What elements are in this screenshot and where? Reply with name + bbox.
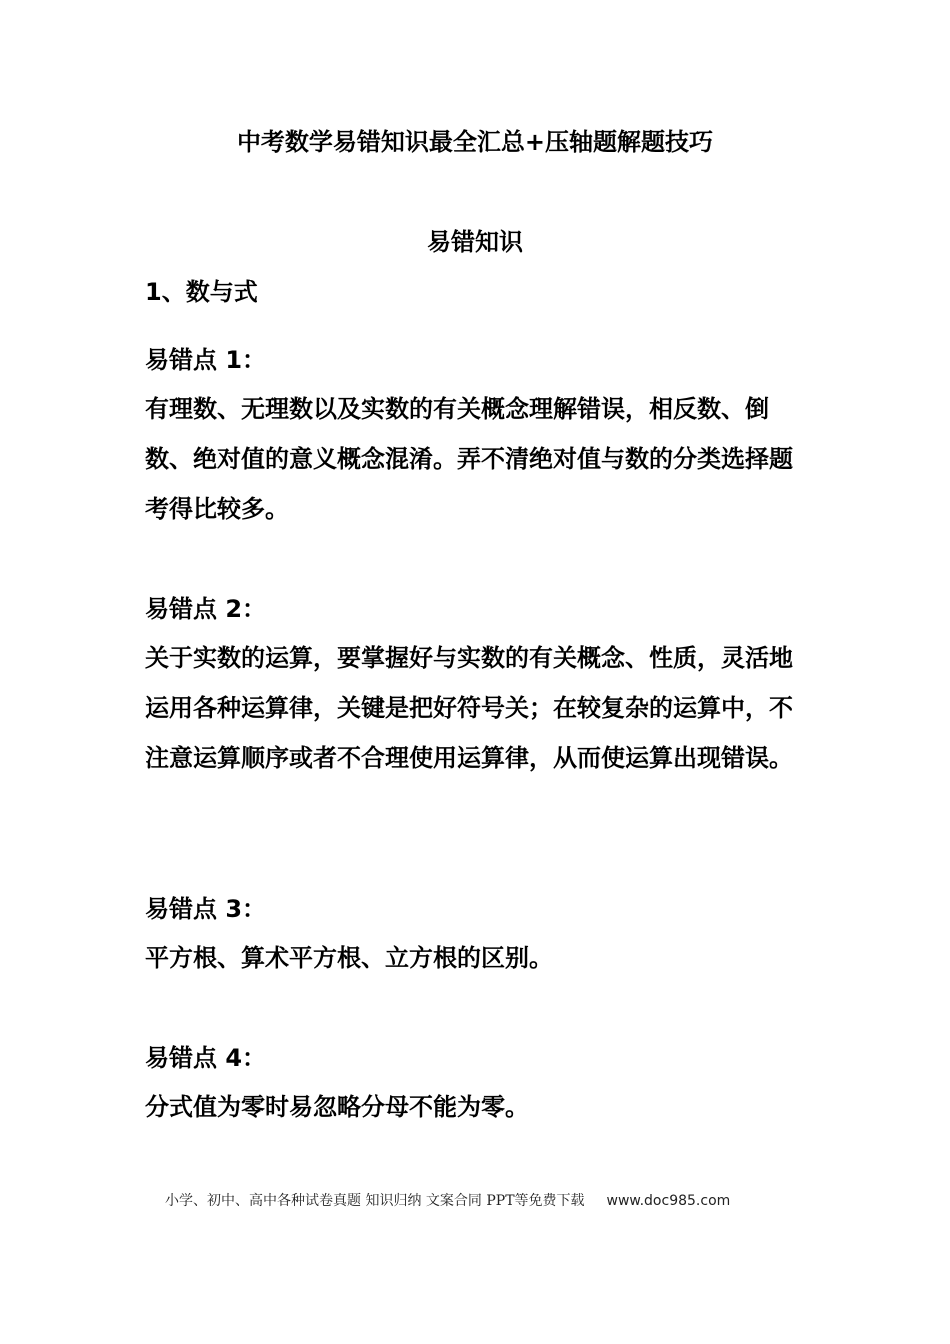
section-heading: 1、数与式 (145, 278, 258, 306)
error-point-heading: 易错点 4： (145, 1044, 267, 1072)
page-footer (165, 1189, 730, 1213)
footer-site-link[interactable]: www.doc985.com (606, 1193, 731, 1209)
error-point-body: 平方根、算术平方根、立方根的区别。 (145, 944, 553, 972)
error-point-heading: 易错点 2： (145, 595, 267, 623)
footer-text: 小学、初中、高中各种试卷真题 知识归纳 文案合同 PPT等免费下载 (165, 1193, 585, 1209)
error-point-1 (145, 340, 815, 534)
document-title: 中考数学易错知识最全汇总+压轴题解题技巧 (236, 128, 714, 156)
error-point-heading: 易错点 3： (145, 895, 267, 923)
error-point-body: 分式值为零时易忽略分母不能为零。 (145, 1093, 529, 1121)
error-point-3 (145, 889, 815, 983)
error-point-4 (145, 1038, 815, 1132)
error-point-2 (145, 589, 815, 783)
error-point-heading: 易错点 1： (145, 346, 267, 374)
error-point-body: 有理数、无理数以及实数的有关概念理解错误，相反数、倒数、绝对值的意义概念混淆。弄不清绝对值与数的分类选择题考得比较多。 (145, 395, 793, 523)
section-subtitle: 易错知识 (427, 228, 523, 256)
error-point-body: 关于实数的运算，要掌握好与实数的有关概念、性质，灵活地运用各种运算律，关键是把好符号关；在较复杂的运算中，不注意运算顺序或者不合理使用运算律，从而使运算出现错误。 (145, 644, 793, 772)
